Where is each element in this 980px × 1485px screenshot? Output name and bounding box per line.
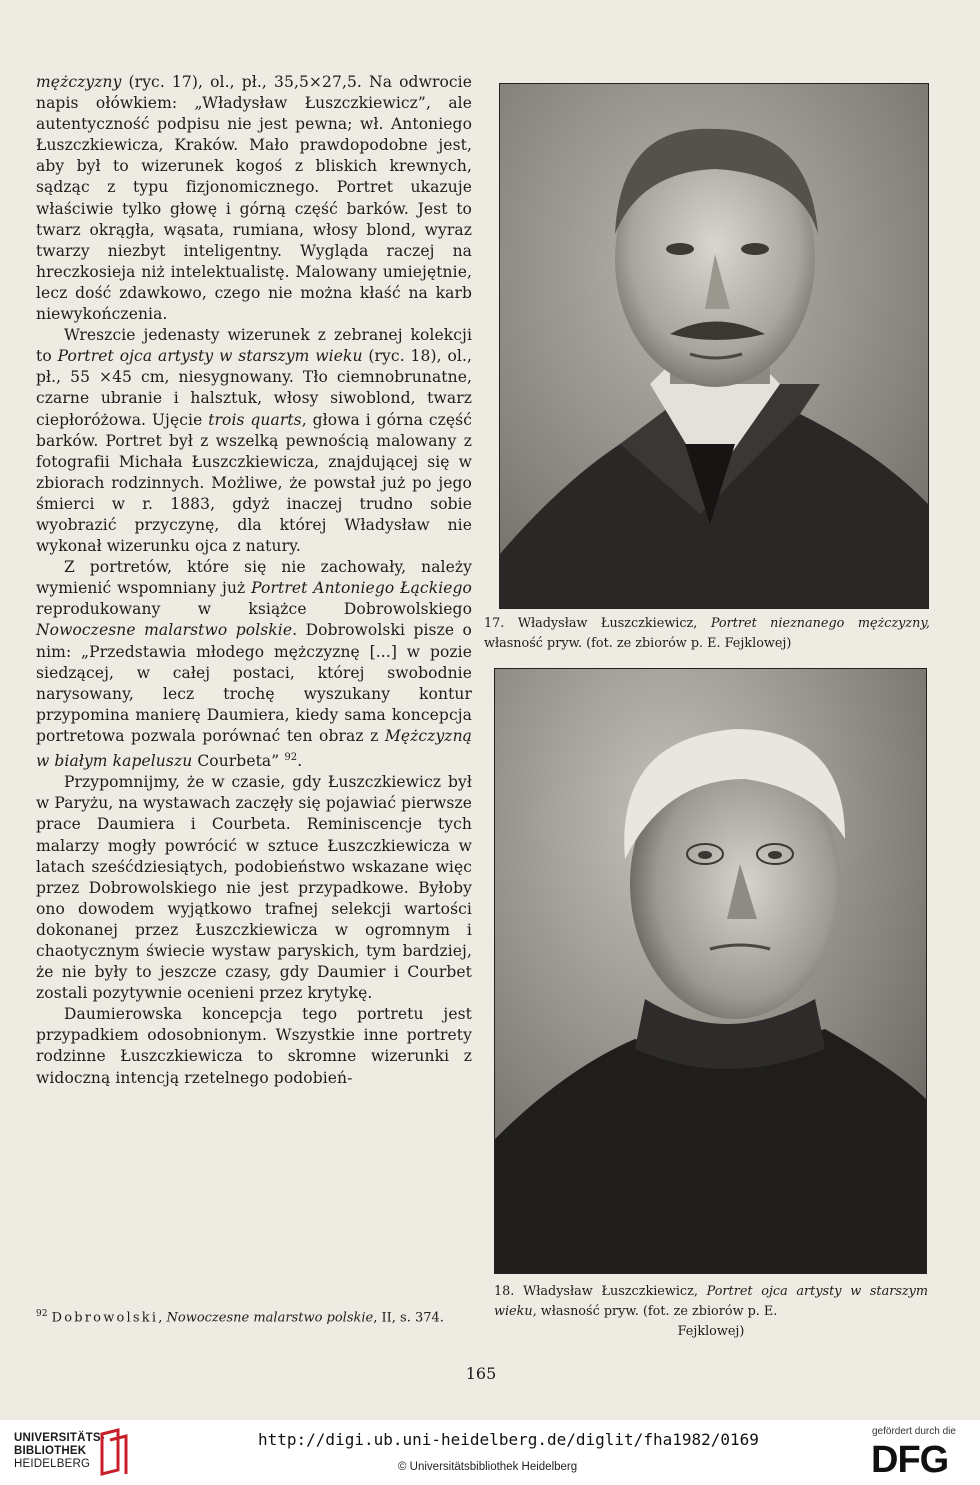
body-paragraph: Przypomnijmy, że w czasie, gdy Łuszczkiewicz był w Paryżu, na wystawach zaczęły się pojawiać pierwsze prace Daumiera i Courbeta. Reminiscencje tych malarzy mogły powrócić w sztuce Łuszczkiewicza w latach sześćdziesiątych, podobieństwo wskazane więc przez Dobrowolskiego nie jest przypadkowe. Byłoby ono dowodem wyjątkowo trafnej selekcji wartości dokonanej przez Łuszczkiewicza w ogromnym i chaotycznym świecie wystaw paryskich, tym bardziej, że nie były to jeszcze czasy, gdy Daumier i Courbet zostali pozytywnie ocenieni przez krytykę. (36, 773, 472, 1003)
caption-17-rest: własność pryw. (fot. ze zbiorów p. E. Fejklowej) (484, 636, 792, 651)
portrait-artist-father-image (495, 669, 926, 1273)
figure-18-caption (494, 1282, 928, 1342)
caption-17-author: Władysław Łuszczkiewicz, (517, 616, 698, 631)
body-paragraph: mężczyzny (ryc. 17), ol., pł., 35,5×27,5. Na odwrocie napis ołówkiem: „Władysław Łuszczkiewicz”, ale autentyczność podpisu nie jest pewna; wł. Antoniego Łuszczkiewicza, Kraków. Mało prawdopodobne jest, aby był to wizerunek kogoś z bliskich krewnych, sądząc z typu fizjonomicznego. Portret ukazuje właściwie tylko głowę i górną część barków. Jest to twarz okrągła, wąsata, rumiana, włosy blond, wyraz twarzy niezbyt inteligentny. Wygląda raczej na hreczkosieja niż intelektualistę. Malowany umiejętnie, lecz dość zdawkowo, czego nie można kłaść na karb niewykończenia. (36, 73, 472, 324)
body-paragraph: Daumierowska koncepcja tego portretu jest przypadkiem odosobnionym. Wszystkie inne portrety rodzinne Łuszczkiewicza to skromne wizerunki z widoczną intencją rzetelnego podobień- (36, 1005, 472, 1087)
caption-18-rest: własność pryw. (fot. ze zbiorów p. E. (540, 1304, 778, 1319)
caption-18-author: Władysław Łuszczkiewicz, (523, 1284, 698, 1299)
library-line-1: UNIVERSITÄTS- (14, 1432, 105, 1444)
caption-18-number: 18. (494, 1284, 515, 1299)
footnote-author: Dobrowolski (51, 1310, 159, 1326)
library-line-3: HEIDELBERG (14, 1458, 91, 1470)
permalink-url[interactable]: http://digi.ub.uni-heidelberg.de/diglit/fha1982/0169 (258, 1430, 759, 1449)
body-paragraph: Z portretów, które się nie zachowały, należy wymienić wspomniany już Portret Antoniego Łąckiego reprodukowany w książce Dobrowolskiego Nowoczesne malarstwo polskie. Dobrowolski pisze o nim: „Przedstawia młodego mężczyznę [...] w pozie siedzącej, w całej postaci, której swobodnie narysowany, lecz trochę wyszukany kontur przypomina manierę Daumiera, kiedy sama koncepcja portretowa pozwala porównać ten obraz z Mężczyzną w białym kapeluszu Courbeta” $^{92}$. (36, 558, 472, 771)
portrait-unknown-man-image (500, 84, 928, 608)
footnote-title: Nowoczesne malarstwo polskie (166, 1310, 374, 1326)
university-library-logo-text (14, 1432, 105, 1471)
figure-18-portrait-photo (494, 668, 927, 1274)
digitization-footer (0, 1420, 980, 1485)
footnote-rest: , II, s. 374. (373, 1310, 444, 1326)
figure-17-portrait-photo (499, 83, 929, 609)
caption-17-number: 17. (484, 616, 505, 631)
copyright-notice: © Universitätsbibliothek Heidelberg (398, 1461, 578, 1473)
caption-17-title: Portret nieznanego mężczyzny, (710, 616, 930, 631)
page-number: 165 (465, 1364, 497, 1383)
figure-17-caption (484, 614, 930, 654)
caption-18-title: Portret ojca artysty w starszym wieku, (494, 1284, 928, 1319)
body-paragraph: Wreszcie jedenasty wizerunek z zebranej kolekcji to Portret ojca artysty w starszym wieku (ryc. 18), ol., pł., 55 ×45 cm, niesygnowany. Tło ciemnobrunatne, czarne ubranie i halsztuk, włosy siwoblond, twarz ciepłoróżowa. Ujęcie trois quarts, głowa i górna część barków. Portret był z wszelką pewnością malowany z fotografii Michała Łuszczkiewicza, znajdującej się w zbiorach rodzinnych. Możliwe, że powstał już po jego śmierci w r. 1883, gdyż inaczej trudno sobie wyobrazić przyczynę, dla której Władysław nie wykonał wizerunku ojca z natury. (36, 326, 473, 556)
library-line-2: BIBLIOTHEK (14, 1445, 87, 1457)
footnote: $^{92}$ Dobrowolski, Nowoczesne malarstwo polskie, II, s. 374. (36, 1309, 444, 1326)
funding-label: gefördert durch die (872, 1426, 956, 1437)
footnote-number: 92 (36, 1309, 48, 1319)
caption-18-rest-2: Fejklowej) (677, 1324, 745, 1339)
library-logo-icon (98, 1426, 134, 1478)
main-text-column (36, 72, 472, 1089)
dfg-logo: DFG (871, 1439, 949, 1481)
